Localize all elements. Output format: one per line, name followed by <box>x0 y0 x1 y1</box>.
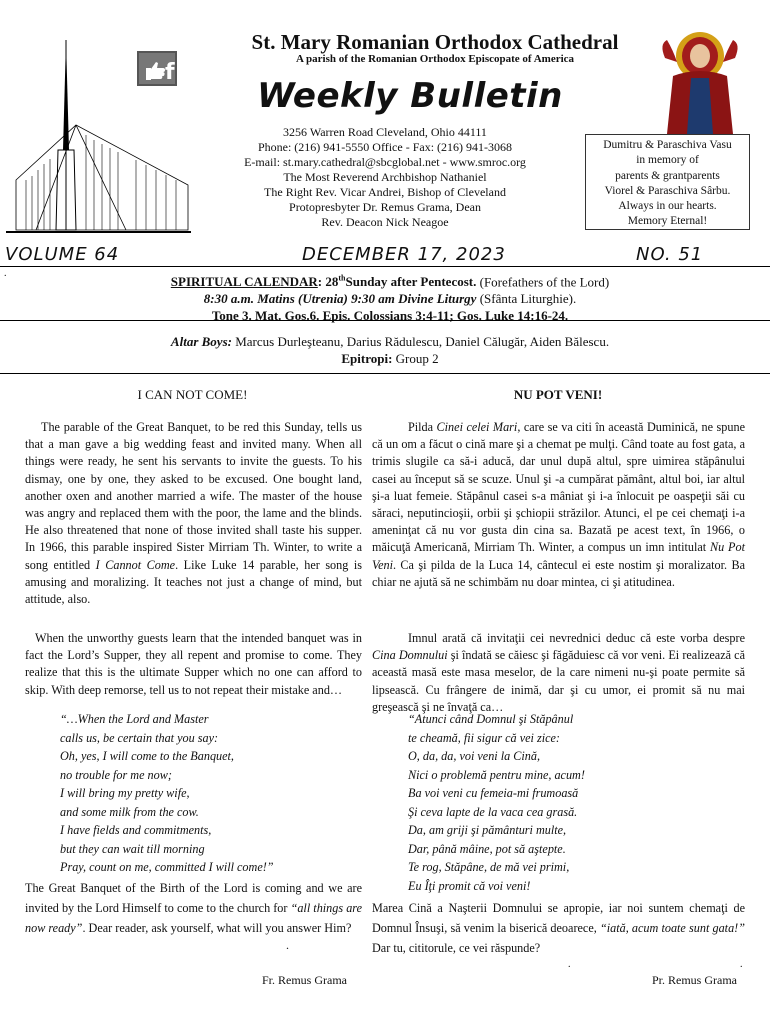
quote: “iată, acum toate sunt gata!” <box>599 921 746 935</box>
english-paragraph-2: When the unworthy guests learn that the intended banquet was in fact the Lord’s Supper, they all repent and promise to come. They realize that this is the ultimate Supper which no one can afford to skip. With deep remorse, tell us to not repeat their mistake and… <box>25 631 362 697</box>
poem-line: no trouble for me now; <box>60 767 172 782</box>
address-line: 3256 Warren Road Cleveland, Ohio 44111 <box>283 125 487 139</box>
english-paragraph-1 <box>25 419 362 608</box>
parable-title: Cinei celei Mari <box>436 420 518 434</box>
memorial-line: Viorel & Paraschiva Sârbu. <box>604 184 731 197</box>
contact-block <box>200 125 570 230</box>
memorial-line: in memory of <box>636 154 699 167</box>
margin-dot: . <box>4 268 7 279</box>
poem-line: “…When the Lord and Master <box>60 712 209 726</box>
text: Marea Cină a Naşterii Domnului se apropie, iar noi suntem chemaţi de Domnul Însuşi, să venim la biserică deoarece, <box>372 901 745 935</box>
clergy-line: The Most Reverend Archbishop Nathaniel <box>283 170 487 184</box>
romanian-signature: Pr. Remus Grama <box>652 973 737 987</box>
poem-line: Şi ceva lapte de la vaca cea grasă. <box>408 804 578 819</box>
service-times: 8:30 a.m. Matins (Utrenia) 9:30 am Divine Liturgy <box>203 291 477 307</box>
volume-label: VOLUME 64 <box>5 244 120 265</box>
memorial-line: Memory Eternal! <box>627 215 708 228</box>
cathedral-title: St. Mary Romanian Orthodox Cathedral <box>251 30 619 54</box>
romanian-paragraph-2 <box>372 630 745 716</box>
poem-line: Dar, până mâine, pot să aştepte. <box>408 841 566 856</box>
sunday-number: : 28 <box>317 274 339 290</box>
text: The parable of the Great Banquet, to be red this Sunday, tells us that a man gave a big wedding feast and invited many. When all things were ready, he sent his servants to invite the guests. To his dismay, one by one, they asked to be excused. One bought land, another oxen and another married a wife. The master of the house was angry and replaced them with the poor, the lame and the blinds. He also threatened that none of those invited shall taste his supper. In 1966, this parable inspired Sister Mirriam Th. Winter, to write a song entitled <box>25 420 362 572</box>
romanian-paragraph-1 <box>372 419 745 591</box>
poem-line: te cheamă, fii sigur că vei zice: <box>408 730 560 745</box>
text: Pilda <box>408 420 437 434</box>
poem-line: O, da, da, voi veni la Cină, <box>408 749 541 763</box>
spiritual-calendar <box>110 270 670 324</box>
service-times-ro: (Sfânta Liturghie). <box>476 291 577 307</box>
calendar-label: SPIRITUAL CALENDAR <box>170 274 318 290</box>
ordinal-suffix: th <box>338 274 346 283</box>
memorial-line: Dumitru & Paraschiva Vasu <box>603 139 732 151</box>
altar-boys-label: Altar Boys: <box>170 334 232 349</box>
poem-line: Pray, count on me, committed I will come!” <box>60 860 274 874</box>
english-signature: Fr. Remus Grama <box>262 973 347 987</box>
epitropi-value: Group 2 <box>392 351 439 366</box>
divider <box>0 373 770 374</box>
epitropi-label: Epitropi: <box>341 351 393 366</box>
english-paragraph-3 <box>25 878 362 938</box>
poem-line: Eu Îţi promit că voi veni! <box>408 878 531 893</box>
divider <box>0 320 770 321</box>
poem-line: Oh, yes, I will come to the Banquet, <box>60 749 234 763</box>
phone-line: Phone: (216) 941-5550 Office - Fax: (216) 941-3068 <box>257 140 513 154</box>
poem-line: and some milk from the cow. <box>60 804 199 819</box>
poem-line: I have fields and commitments, <box>60 823 212 837</box>
romanian-heading: NU POT VENI! <box>513 387 603 402</box>
poem-line: I will bring my pretty wife, <box>60 786 190 800</box>
poem-line: Te rog, Stăpâne, de mă vei primi, <box>408 860 570 874</box>
sunday-name: Sunday after Pentecost. <box>345 274 477 290</box>
song-title: Nu Pot Veni <box>372 540 745 572</box>
poem-line: Nici o problemă pentru mine, acum! <box>408 767 585 782</box>
romanian-poem <box>408 710 585 895</box>
feast-note: (Forefathers of the Lord) <box>476 274 610 290</box>
text: The Great Banquet of the Birth of the Lord is coming and we are invited by the Lord Himself to come to the church for <box>25 881 362 915</box>
divider <box>0 266 770 267</box>
quote: “all things are now ready” <box>25 901 362 935</box>
stray-dot: . <box>740 959 743 970</box>
text: . Dear reader, ask yourself, what will you answer Him? <box>82 921 352 935</box>
english-heading: I CAN NOT COME! <box>137 387 248 402</box>
poem-line: but they can wait till morning <box>60 841 205 856</box>
memorial-line: Always in our hearts. <box>618 200 717 213</box>
text: , care se va citi în această Duminică, ne spune că un om a făcut o cină mare şi a chemat pe mulţi. Când toate au fost gata, a trimis slugile ca să-i aducă, dar unul după altul, spre uimirea stăpânului casei au început să se scuze. Unul şi -a cumpărat pământ, altul boi, iar altul şi-a luat femeie. Stăpânul casei s-a mâniat şi i-a înlocuit pe oaspeţii săi cu săraci, neputincioşii, orbii şi şchiopii străzilor. Atunci, el pe cei chemaţi i-a ameninţat că nu vor gusta din cina sa. Bazată pe acest text, în 1966, o măicuţă Americană, Mirriam Th. Winter, a compus un imn intitulat <box>372 420 745 555</box>
text: Dar tu, cititorule, ce vei răspunde? <box>372 941 541 955</box>
clergy-line: Protopresbyter Dr. Remus Grama, Dean <box>289 200 481 214</box>
text: . Ca şi pilda de la Luca 14, cântecul ei este nostim şi moralizator. Ba chiar ne ajută să ne schimbăm nu doar mintea, ci şi atitudinea. <box>372 557 745 589</box>
bulletin-title: Weekly Bulletin <box>257 76 563 116</box>
issue-date: DECEMBER 17, 2023 <box>302 244 506 265</box>
email-line[interactable]: E-mail: st.mary.cathedral@sbcglobal.net - www.smroc.org <box>244 155 526 169</box>
readings: Tone 3. Mat. Gos.6. Epis. Colossians 3:4-11; Gos. Luke 14:16-24. <box>211 308 569 324</box>
song-title: I Cannot Come <box>95 557 176 572</box>
altar-boys-names: Marcus Durleşteanu, Darius Rădulescu, Daniel Călugăr, Aiden Bălescu. <box>231 334 610 349</box>
text: Imnul arată că invitaţii cei nevrednici deduc că este vorba despre <box>408 631 745 645</box>
altar-boys-block <box>110 333 670 367</box>
english-poem <box>60 710 274 877</box>
parish-subtitle: A parish of the Romanian Orthodox Episcopate of America <box>295 53 575 65</box>
svg-text:f: f <box>165 60 175 85</box>
poem-line: Da, am griji şi pământuri multe, <box>408 823 567 837</box>
supper-title: Cina Domnului <box>372 648 448 663</box>
romanian-paragraph-3 <box>372 898 745 958</box>
poem-line: calls us, be certain that you say: <box>60 730 219 745</box>
memorial-box <box>585 134 750 230</box>
clergy-line: Rev. Deacon Nick Neagoe <box>321 215 449 229</box>
poem-line: Ba voi veni cu femeia-mi frumoasă <box>408 786 579 800</box>
poem-line: “Atunci când Domnul şi Stăpânul <box>408 712 574 726</box>
text: şi îndată se căiesc şi făgăduiesc că vor veni. Ei realizează că această masă este masa meselor, de la care nimeni nu-şi poate permite să lipsească. Cu frângere de inimă, dar şi cu umor, ei promit să nu mai greşească şi ne învaţă ca… <box>372 648 745 714</box>
clergy-line: The Right Rev. Vicar Andrei, Bishop of Cleveland <box>264 185 506 199</box>
stray-dot: . <box>568 959 571 970</box>
issue-number: NO. 51 <box>636 244 704 265</box>
memorial-line: parents & grantparents <box>615 169 720 182</box>
text: . Like Luke 14 parable, her song is amusing and moralizing. It teaches not just a change of mind, but attitude, also. <box>25 557 362 607</box>
stray-dot: . <box>286 938 289 952</box>
